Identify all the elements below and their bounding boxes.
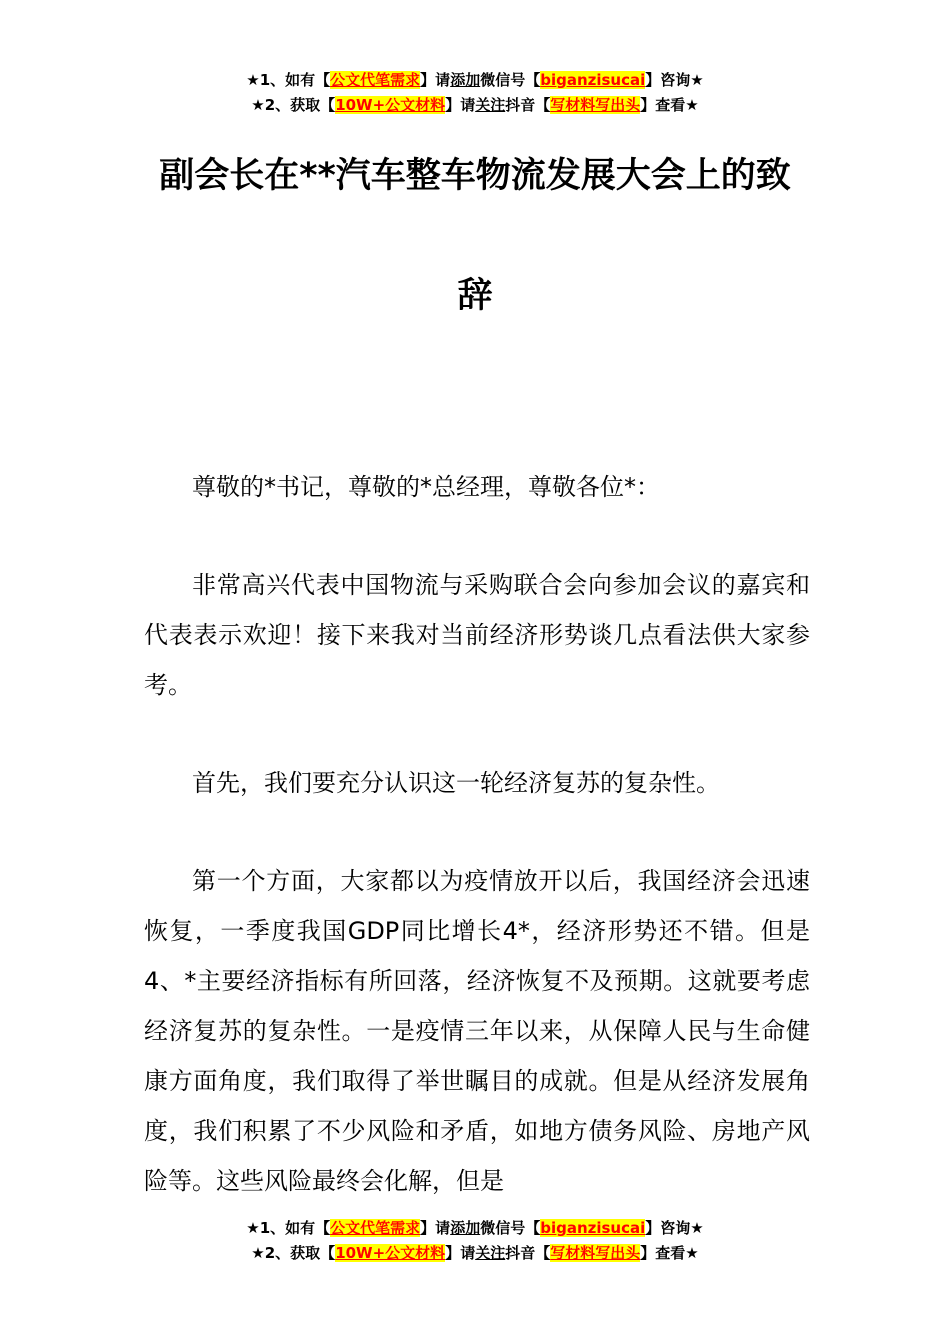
paragraph-welcome: 非常高兴代表中国物流与采购联合会向参加会议的嘉宾和代表表示欢迎！接下来我对当前经济形势谈几点看法供大家参考。 [144,571,810,699]
highlight-materials: 10W+公文材料 [335,1244,446,1262]
promo-line-2: ★2、获取【10W+公文材料】请关注抖音【写材料写出头】查看★ [251,1244,699,1262]
highlight-wechat-id: biganzisucai [540,71,646,89]
promo-line-1: ★1、如有【公文代笔需求】请添加微信号【biganzisucai】咨询★ [246,1219,704,1237]
highlight-service: 公文代笔需求 [330,1219,421,1237]
document-title-line-2: 辞 [457,276,493,316]
paragraph-first-point: 首先，我们要充分认识这一轮经济复苏的复杂性。 [192,769,720,797]
promo-line-1: ★1、如有【公文代笔需求】请添加微信号【biganzisucai】咨询★ [246,71,704,89]
highlight-douyin: 写材料写出头 [550,96,641,114]
highlight-service: 公文代笔需求 [330,71,421,89]
paragraph-salutation: 尊敬的*书记，尊敬的*总经理，尊敬各位*： [192,473,660,501]
highlight-materials: 10W+公文材料 [335,96,446,114]
document-title-line-1: 副会长在**汽车整车物流发展大会上的致 [159,156,791,196]
promo-header [0,68,950,118]
highlight-douyin: 写材料写出头 [550,1244,641,1262]
document-body [144,462,810,1254]
promo-line-2: ★2、获取【10W+公文材料】请关注抖音【写材料写出头】查看★ [251,96,699,114]
promo-footer [0,1216,950,1266]
paragraph-first-aspect: 第一个方面，大家都以为疫情放开以后，我国经济会迅速恢复，一季度我国GDP同比增长4*，经济形势还不错。但是4、*主要经济指标有所回落，经济恢复不及预期。这就要考虑经济复苏的复杂性。一是疫情三年以来，从保障人民与生命健康方面角度，我们取得了举世瞩目的成就。但是从经济发展角度，我们积累了不少风险和矛盾，如地方债务风险、房地产风险等。这些风险最终会化解，但是 [144,867,810,1195]
highlight-wechat-id: biganzisucai [540,1219,646,1237]
